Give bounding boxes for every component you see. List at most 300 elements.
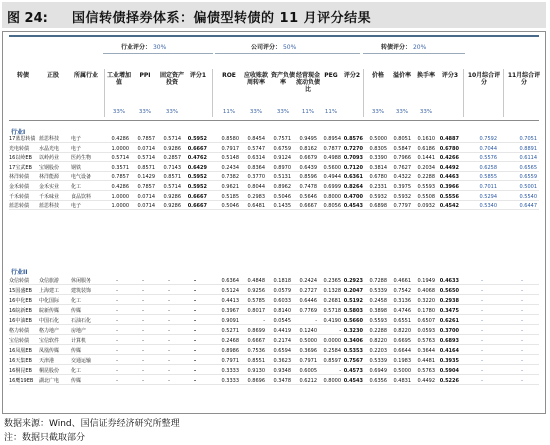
figure-title: 国信转债择券体系：偏债型转债的 11 月评分结果 [72, 11, 372, 26]
weight-premium: 33% [395, 109, 409, 115]
cell-f: 0.0545 [273, 318, 291, 324]
cell-t1: - [481, 278, 483, 284]
cell-g: 0.5000 [299, 338, 317, 344]
col-price: 价格 [371, 72, 384, 79]
cell-b: - [142, 298, 144, 304]
cell-s3: 0.3700 [439, 328, 459, 334]
cell-ind: 休闲服务 [71, 278, 92, 284]
table-top-rule [9, 35, 539, 37]
cell-c: - [168, 298, 170, 304]
cell-j: 0.8220 [393, 328, 411, 334]
cell-e: 0.8699 [247, 328, 265, 334]
cell-j: 0.5847 [393, 145, 411, 152]
cell-s3: 0.6780 [439, 145, 459, 152]
col-score1: 评分1 [189, 72, 207, 79]
cell-stock: 格力地产 [39, 328, 60, 334]
cell-c: - [168, 338, 170, 344]
cell-bond: 格力转债 [9, 328, 30, 334]
cell-i: 0.2458 [369, 298, 387, 304]
cell-d: 0.8580 [221, 136, 239, 142]
table-row [9, 173, 539, 181]
cell-s2: 0.7120 [343, 164, 363, 171]
cell-d: 0.7971 [221, 358, 239, 364]
cell-s1: - [193, 328, 197, 334]
cell-a: 1.0000 [111, 193, 129, 200]
cell-e: 0.8696 [247, 378, 265, 384]
cell-s1: - [193, 278, 197, 284]
cell-s1: - [193, 318, 197, 324]
cell-stock: 蓝思科技 [39, 203, 60, 210]
cell-t1: 0.5855 [479, 174, 497, 181]
cell-c: 0.9286 [163, 193, 181, 200]
col-score3: 评分3 [441, 72, 459, 79]
cell-s2: 0.3230 [343, 328, 363, 334]
cell-t1: 0.7044 [479, 145, 497, 152]
col-ppi: PPI [139, 72, 151, 79]
cell-e: 0.6667 [247, 338, 265, 344]
cell-s3: 0.5904 [439, 368, 459, 374]
cell-e: 0.2983 [247, 193, 265, 200]
cell-c: 0.9286 [163, 145, 181, 152]
cell-s1: 0.6429 [187, 164, 207, 171]
cell-s1: 0.4762 [187, 155, 207, 162]
cell-t2: - [521, 328, 523, 334]
cell-h: 0.2681 [323, 298, 341, 304]
col-ar-turnover: 应收账款周转率 [243, 72, 268, 86]
cell-d: 0.5185 [221, 193, 239, 200]
cell-b: 0.0714 [137, 193, 155, 200]
cell-b: 0.0714 [137, 203, 155, 210]
table-row [9, 183, 539, 191]
cell-h: 0.8954 [323, 136, 341, 142]
cell-k: 0.2034 [417, 164, 435, 171]
col-bond: 转债 [16, 72, 29, 79]
figure-title-bar [2, 2, 546, 28]
col-turnover: 换手率 [416, 72, 435, 79]
cell-s3: 0.4266 [439, 155, 459, 162]
cell-k: 0.3644 [417, 348, 435, 354]
cell-k: 0.6507 [417, 318, 435, 324]
cell-f: 0.2174 [273, 338, 291, 344]
cell-g: 0.8162 [299, 145, 317, 152]
cell-s1: 0.5952 [187, 174, 207, 181]
cell-d: 0.5271 [221, 328, 239, 334]
cell-c: 0.8571 [163, 174, 181, 181]
cell-f: 0.6759 [273, 145, 291, 152]
cell-f: 0.1435 [273, 203, 291, 210]
cell-k: 0.4492 [417, 378, 435, 384]
cell-s1: 0.5952 [187, 184, 207, 190]
cell-e: 0.7536 [247, 348, 265, 354]
cell-h: 0.8000 [323, 193, 341, 200]
cell-a: - [116, 378, 118, 384]
cell-t2: - [521, 338, 523, 344]
company-group-header: 公司评分： 50% [251, 44, 297, 51]
cell-bond: 17宝武EB [9, 164, 32, 171]
cell-k: 0.2288 [417, 174, 435, 181]
cell-f: 0.8970 [273, 164, 291, 171]
convertible-group-rule [363, 53, 465, 54]
cell-bond: 林洋转债 [9, 174, 30, 181]
cell-t1: 0.6258 [479, 164, 497, 171]
cell-stock: 皖新传媒 [39, 308, 60, 314]
cell-j: 0.3975 [393, 184, 411, 190]
cell-a: - [116, 358, 118, 364]
cell-d: 0.6364 [221, 278, 239, 284]
cell-ind: 电子 [71, 136, 82, 142]
cell-d: 0.4413 [221, 298, 239, 304]
cell-b: - [142, 368, 144, 374]
cell-b: 0.5714 [137, 155, 155, 162]
cell-s1: - [193, 368, 197, 374]
cell-ind: 房地产 [71, 328, 87, 334]
cell-i: 0.2288 [369, 328, 387, 334]
cell-d: 0.9091 [221, 318, 239, 324]
cell-i: 0.6780 [369, 174, 387, 181]
cell-s1: - [193, 288, 197, 294]
cell-s3: 0.4164 [439, 348, 459, 354]
cell-f: 0.0579 [273, 288, 291, 294]
cell-h: 0.6999 [323, 184, 341, 190]
weight-cashflow: 11% [301, 109, 315, 115]
cell-e: 0.8551 [247, 358, 265, 364]
cell-t2: - [521, 308, 523, 314]
cell-g: - [315, 318, 317, 324]
cell-bond: 15国盛EB [9, 288, 32, 294]
cell-k: 0.6186 [417, 145, 435, 152]
cell-bond: 金禾转债 [9, 184, 30, 190]
industry-group-header: 行业评分： 30% [121, 44, 167, 51]
cell-k: 0.1610 [417, 136, 435, 142]
cell-ind: 化工 [71, 298, 82, 304]
cell-f: 0.9124 [273, 155, 291, 162]
cell-a: - [116, 348, 118, 354]
cell-j: 0.7966 [393, 155, 411, 162]
cell-h: 0.2365 [323, 278, 341, 284]
cell-f: 0.8962 [273, 184, 291, 190]
cell-h: 0.7877 [323, 145, 341, 152]
col-total-prev: 10月综合评分 [467, 72, 501, 86]
cell-t2: 0.6559 [519, 174, 537, 181]
convertible-group-header: 转债评分： 20% [381, 44, 427, 51]
cell-g: 0.1240 [299, 328, 317, 334]
cell-bond: 众信转债 [9, 278, 30, 284]
cell-ind: 建筑装饰 [71, 288, 92, 294]
cell-s2: 0.2923 [343, 278, 363, 284]
col-total-cur: 11月综合评分 [507, 72, 541, 86]
cell-a: 0.4286 [111, 136, 129, 142]
source-note: 数据来源：Wind、国信证券经济研究所整理 [4, 419, 180, 429]
cell-b: - [142, 328, 144, 334]
cell-stock: 金禾实业 [39, 184, 60, 190]
cell-d: 0.7917 [221, 145, 239, 152]
cell-ind: 电子 [71, 145, 82, 152]
col-industry: 所属行业 [73, 72, 98, 79]
table-row [9, 367, 539, 375]
cell-s2: 0.7567 [343, 358, 363, 364]
cell-stock: 水晶光电 [39, 145, 60, 152]
table-row [9, 154, 539, 162]
cell-t2: 0.6114 [519, 155, 537, 162]
cell-i: 0.6898 [369, 203, 387, 210]
table-row [9, 347, 539, 355]
cell-stock: 中国石化 [39, 318, 60, 324]
cell-t2: - [521, 278, 523, 284]
cell-e: 0.3770 [247, 174, 265, 181]
cell-c: - [168, 308, 170, 314]
cell-t2: - [521, 288, 523, 294]
cell-ind: 传媒 [71, 348, 82, 354]
cell-k: 0.0932 [417, 203, 435, 210]
cell-g: 0.2727 [299, 288, 317, 294]
cell-t2: - [521, 368, 523, 374]
cell-h: 0.0000 [323, 338, 341, 344]
footnote: 注：数据只截取部分 [4, 433, 86, 443]
cell-g: 0.7478 [299, 184, 317, 190]
cell-d: 0.2434 [221, 164, 239, 171]
cell-d: 0.8986 [221, 348, 239, 354]
cell-ind: 交通运输 [71, 358, 92, 364]
cell-k: 0.5508 [417, 193, 435, 200]
cell-g: 0.6446 [299, 298, 317, 304]
cell-g: 0.7971 [299, 358, 317, 364]
cell-h: 0.8597 [323, 358, 341, 364]
cell-t2: 0.5001 [519, 184, 537, 190]
cell-b: - [142, 318, 144, 324]
cell-h: 0.4190 [323, 318, 341, 324]
table-row [9, 164, 539, 172]
cell-d: 0.7382 [221, 174, 239, 181]
cell-b: - [142, 338, 144, 344]
cell-s3: 0.3475 [439, 308, 459, 314]
cell-h: 0.5600 [323, 164, 341, 171]
cell-k: 0.5763 [417, 368, 435, 374]
cell-e: 0.6481 [247, 203, 265, 210]
industry-group-rule [103, 53, 213, 54]
weight-roe: 11% [222, 109, 236, 115]
table-row [9, 337, 539, 345]
cell-s1: - [193, 358, 197, 364]
cell-bond: 16鹰19EB [9, 378, 34, 384]
cell-b: - [142, 378, 144, 384]
cell-h: 0.4944 [323, 174, 341, 181]
cell-t2: 0.8891 [519, 145, 537, 152]
cell-k: 0.5593 [417, 184, 435, 190]
cell-f: 0.7571 [273, 136, 291, 142]
cell-s3: 0.4542 [439, 203, 459, 210]
cell-h: 0.1328 [323, 288, 341, 294]
cell-a: 1.0000 [111, 203, 129, 210]
cell-t1: - [481, 288, 483, 294]
cell-h: 0.8000 [323, 378, 341, 384]
table-row [9, 377, 539, 385]
cell-j: 0.1983 [393, 358, 411, 364]
cell-s3: 0.3966 [439, 184, 459, 190]
cell-j: 0.5000 [393, 368, 411, 374]
cell-s3: 0.6893 [439, 338, 459, 344]
cell-t2: - [521, 348, 523, 354]
col-fai: 固定资产投资 [159, 72, 184, 86]
col-premium: 溢价率 [392, 72, 411, 79]
table-row [9, 317, 539, 325]
cell-j: 0.4661 [393, 278, 411, 284]
cell-bond: 16皖新EB [9, 308, 32, 314]
col-cashflow: 经营现金流动负债比 [296, 72, 321, 93]
cell-f: 0.6033 [273, 298, 291, 304]
table-row [9, 202, 539, 210]
cell-g: 0.8596 [299, 174, 317, 181]
cell-s3: 0.5226 [439, 378, 459, 384]
cell-h: - [339, 328, 341, 334]
cell-s2: 0.5353 [343, 348, 363, 354]
weight-ar-turnover: 33% [249, 109, 263, 115]
cell-j: 0.4322 [393, 174, 411, 181]
cell-s1: 0.5952 [187, 136, 207, 142]
cell-t1: 0.7592 [479, 136, 497, 142]
cell-c: - [168, 358, 170, 364]
cell-ind: 食品饮料 [71, 193, 92, 200]
cell-s2: 0.5660 [343, 318, 363, 324]
cell-g: 0.6005 [299, 368, 317, 374]
cell-i: 0.6949 [369, 368, 387, 374]
cell-stock: 天津港 [39, 358, 55, 364]
cell-s3: 0.6261 [439, 318, 459, 324]
cell-i: 0.7288 [369, 278, 387, 284]
cell-stock: 宝信软件 [39, 338, 60, 344]
cell-ind: 计算机 [71, 338, 87, 344]
cell-i: 0.5339 [369, 288, 387, 294]
cell-t2: 0.6565 [519, 164, 537, 171]
cell-c: 0.5714 [163, 136, 181, 142]
cell-t1: - [481, 328, 483, 334]
cell-bond: 千禾转债 [9, 193, 30, 200]
cell-s2: 0.5803 [343, 308, 363, 314]
cell-b: 0.7857 [137, 136, 155, 142]
cell-ind: 医药生物 [71, 155, 92, 162]
cell-a: - [116, 298, 118, 304]
cell-stock: 宝钢股份 [39, 164, 60, 171]
cell-i: 0.5932 [369, 193, 387, 200]
cell-t2: - [521, 378, 523, 384]
cell-j: 0.4746 [393, 308, 411, 314]
cell-s2: 0.3406 [343, 338, 363, 344]
cell-t2: 0.6447 [519, 203, 537, 210]
cell-stock: 千禾味业 [39, 193, 60, 200]
cell-f: 0.5046 [273, 193, 291, 200]
cell-s2: 0.7270 [343, 145, 363, 152]
cell-d: 0.3333 [221, 368, 239, 374]
cell-bond: 17蓝思转债 [9, 136, 36, 142]
cell-bond: 16中油EB [9, 318, 32, 324]
cell-s2: 0.4700 [343, 193, 363, 200]
col-debt-ratio: 资产负债率 [271, 72, 296, 86]
cell-d: 0.5124 [221, 288, 239, 294]
cell-f: 0.9348 [273, 368, 291, 374]
cell-c: - [168, 378, 170, 384]
cell-k: 0.1441 [417, 155, 435, 162]
cell-k: 0.4481 [417, 358, 435, 364]
cell-bond: 16桐昆EB [9, 368, 32, 374]
cell-s2: 0.8576 [343, 136, 363, 142]
cell-t1: - [481, 378, 483, 384]
cell-e: 0.8454 [247, 136, 265, 142]
cell-c: 0.7143 [163, 164, 181, 171]
cell-j: 0.6644 [393, 348, 411, 354]
cell-g: 0.5646 [299, 193, 317, 200]
cell-g: 0.6439 [299, 164, 317, 171]
cell-j: 0.7542 [393, 288, 411, 294]
weight-fai: 33% [165, 109, 179, 115]
cell-s1: 0.6667 [187, 203, 207, 210]
section-label-2: 行业II [11, 269, 28, 276]
cell-t1: 0.5294 [479, 193, 497, 200]
cell-e: 0.9130 [247, 368, 265, 374]
table-row [9, 297, 539, 305]
cell-g: 0.9495 [299, 136, 317, 142]
cell-bond: 16中化EB [9, 298, 32, 304]
cell-i: 0.2331 [369, 184, 387, 190]
cell-t2: - [521, 318, 523, 324]
cell-b: 0.8571 [137, 164, 155, 171]
cell-s3: 0.4463 [439, 174, 459, 181]
cell-ind: 电子 [71, 203, 82, 210]
cell-d: 0.2468 [221, 338, 239, 344]
table-row [9, 307, 539, 315]
cell-j: 0.7627 [393, 164, 411, 171]
cell-j: 0.6695 [393, 338, 411, 344]
cell-c: - [168, 318, 170, 324]
cell-d: 0.9621 [221, 184, 239, 190]
cell-f: 0.5131 [273, 174, 291, 181]
cell-ind: 传媒 [71, 308, 82, 314]
cell-i: 0.8220 [369, 338, 387, 344]
cell-i: 0.2203 [369, 348, 387, 354]
cell-e: 0.8364 [247, 164, 265, 171]
cell-a: 0.3571 [111, 164, 129, 171]
cell-s3: 0.2938 [439, 298, 459, 304]
cell-a: 0.5714 [111, 155, 129, 162]
cell-c: - [168, 368, 170, 374]
cell-c: 0.5714 [163, 184, 181, 190]
cell-s3: 0.4887 [439, 136, 459, 142]
cell-j: 0.6551 [393, 318, 411, 324]
cell-b: 0.1429 [137, 174, 155, 181]
cell-stock: 湖北广电 [39, 378, 60, 384]
cell-bond: 蓝思转债 [9, 203, 30, 210]
cell-f: 0.3623 [273, 358, 291, 364]
cell-e: 0.6314 [247, 155, 265, 162]
cell-b: - [142, 308, 144, 314]
cell-a: - [116, 318, 118, 324]
cell-s3: 0.4492 [439, 164, 459, 171]
cell-h: 0.8056 [323, 203, 341, 210]
cell-a: - [116, 288, 118, 294]
cell-bond: 光电转债 [9, 145, 30, 152]
cell-k: 0.1949 [417, 278, 435, 284]
cell-e: 0.5747 [247, 145, 265, 152]
cell-t2: - [521, 298, 523, 304]
cell-e: 0.8017 [247, 308, 265, 314]
table-row [9, 327, 539, 335]
cell-k: 0.1780 [417, 308, 435, 314]
cell-a: 0.4286 [111, 184, 129, 190]
cell-bond: 宝信转债 [9, 338, 30, 344]
table-row [9, 145, 539, 153]
cell-t1: - [481, 368, 483, 374]
cell-g: 0.6667 [299, 203, 317, 210]
cell-j: 0.4831 [393, 378, 411, 384]
cell-a: - [116, 308, 118, 314]
